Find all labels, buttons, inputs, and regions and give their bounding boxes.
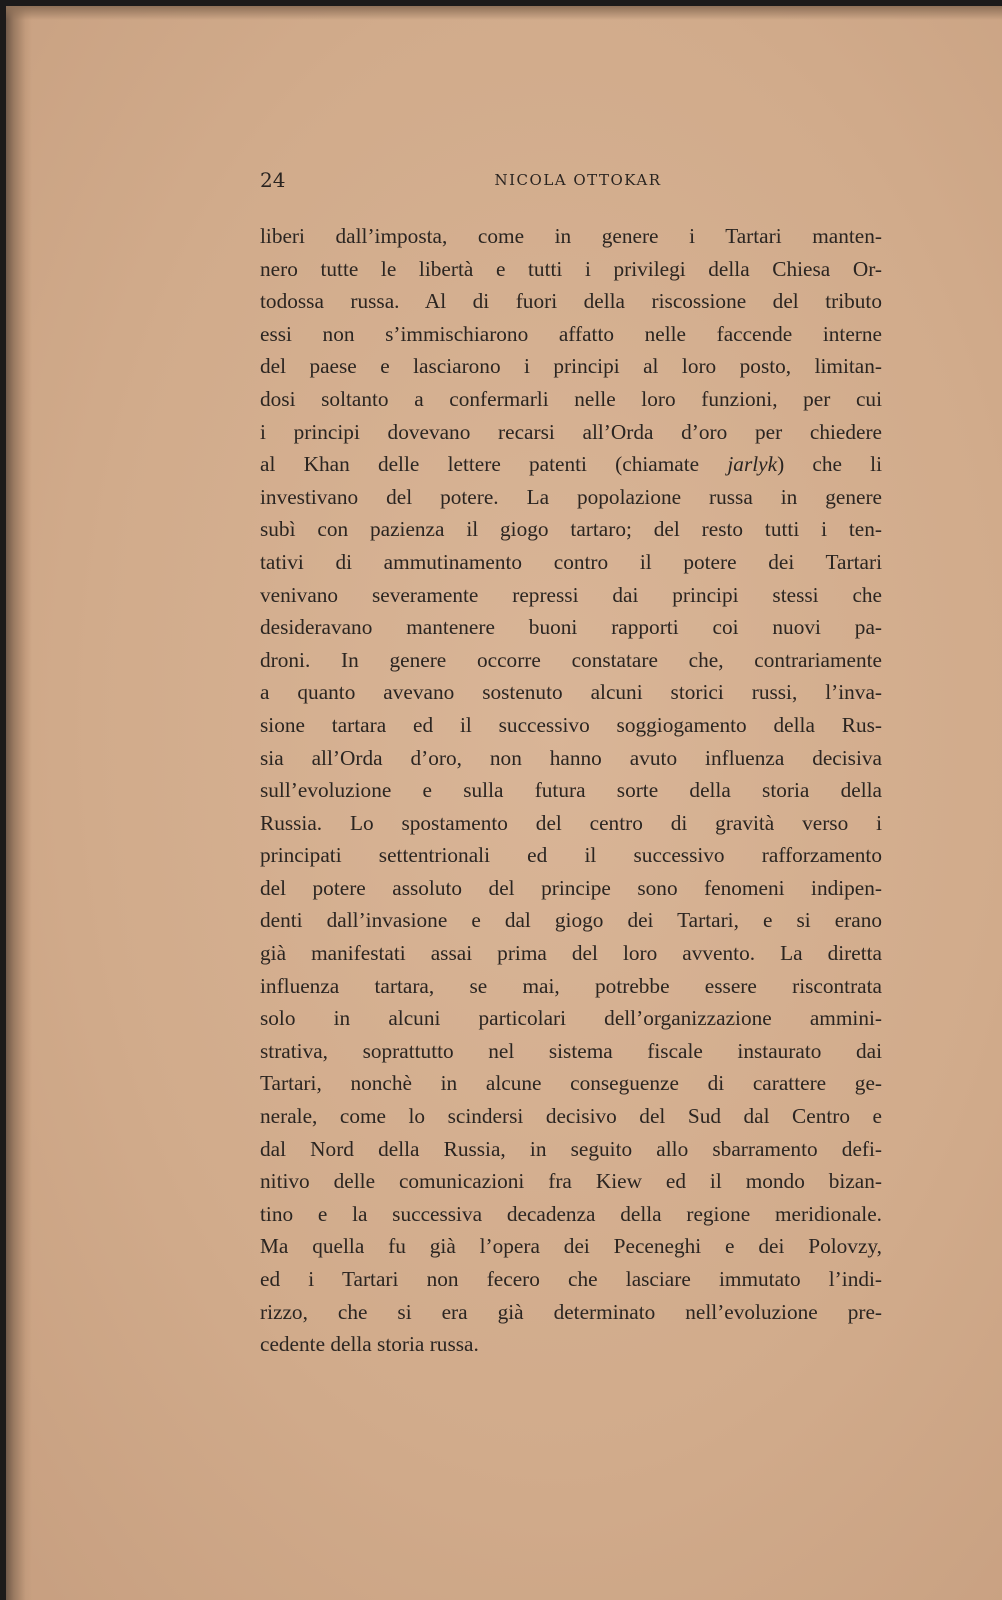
text-line: tativi di ammutinamento contro il potere dei Tartari [260, 549, 882, 574]
text-line: già manifestati assai prima del loro avvento. La diretta [260, 941, 882, 966]
italic-term: jarlyk [727, 452, 778, 477]
text-line: investivano del potere. La popolazione russa in genere [260, 484, 882, 509]
text-line: dosi soltanto a confermarli nelle loro funzioni, per cui [260, 386, 882, 411]
text-line: desideravano mantenere buoni rapporti coi nuovi pa- [260, 615, 882, 640]
text-line: nitivo delle comunicazioni fra Kiew ed il mondo bizan- [260, 1169, 882, 1194]
text-segment: ) che li [777, 452, 882, 477]
text-line: tino e la successiva decadenza della regione meridionale. [260, 1201, 882, 1226]
text-line: rizzo, che si era già determinato nell’evoluzione pre- [260, 1299, 882, 1324]
text-line: del potere assoluto del principe sono fenomeni indipen- [260, 875, 882, 900]
text-line: Ma quella fu già l’opera dei Peceneghi e dei Polovzy, [260, 1234, 882, 1259]
text-line: essi non s’immischiarono affatto nelle faccende interne [260, 321, 882, 346]
text-line: Tartari, nonchè in alcune conseguenze di carattere ge- [260, 1071, 882, 1096]
text-line: nerale, come lo scindersi decisivo del Sud dal Centro e [260, 1104, 882, 1129]
text-line [260, 448, 882, 481]
text-line: denti dall’invasione e dal giogo dei Tartari, e si erano [260, 908, 882, 933]
running-head: NICOLA OTTOKAR [494, 171, 662, 189]
text-line: subì con pazienza il giogo tartaro; del resto tutti i ten- [260, 517, 882, 542]
page-number: 24 [260, 168, 286, 192]
text-line: sione tartara ed il successivo soggiogamento della Rus- [260, 712, 882, 737]
text-line: i principi dovevano recarsi all’Orda d’oro per chiedere [260, 419, 882, 444]
book-page [6, 6, 1002, 1600]
text-line: influenza tartara, se mai, potrebbe essere riscontrata [260, 973, 882, 998]
text-line: Russia. Lo spostamento del centro di gravità verso i [260, 810, 882, 835]
text-line: sia all’Orda d’oro, non hanno avuto influenza decisiva [260, 745, 882, 770]
text-line: liberi dall’imposta, come in genere i Tartari manten- [260, 224, 882, 248]
text-line: todossa russa. Al di fuori della riscossione del tributo [260, 289, 882, 314]
text-line: cedente della storia russa. [260, 1332, 479, 1357]
page-header [260, 168, 882, 198]
text-line: a quanto avevano sostenuto alcuni storici russi, l’inva- [260, 680, 882, 705]
text-line: principati settentrionali ed il successivo rafforzamento [260, 843, 882, 868]
text-line: solo in alcuni particolari dell’organizzazione ammini- [260, 1006, 882, 1031]
page-top-edge [6, 6, 1002, 20]
page-binding-edge [6, 6, 32, 1600]
text-line: droni. In genere occorre constatare che, contrariamente [260, 647, 882, 672]
text-line: dal Nord della Russia, in seguito allo sbarramento defi- [260, 1136, 882, 1161]
text-segment: al Khan delle lettere patenti (chiamate [260, 452, 728, 477]
text-line: ed i Tartari non fecero che lasciare immutato l’indi- [260, 1267, 882, 1291]
text-line: nero tutte le libertà e tutti i privilegi della Chiesa Or- [260, 256, 882, 281]
body-text [260, 220, 882, 1361]
text-line: sull’evoluzione e sulla futura sorte della storia della [260, 778, 882, 803]
text-line: strativa, soprattutto nel sistema fiscale instaurato dai [260, 1038, 882, 1063]
text-line: venivano severamente repressi dai principi stessi che [260, 582, 882, 607]
text-line: del paese e lasciarono i principi al loro posto, limitan- [260, 354, 882, 379]
